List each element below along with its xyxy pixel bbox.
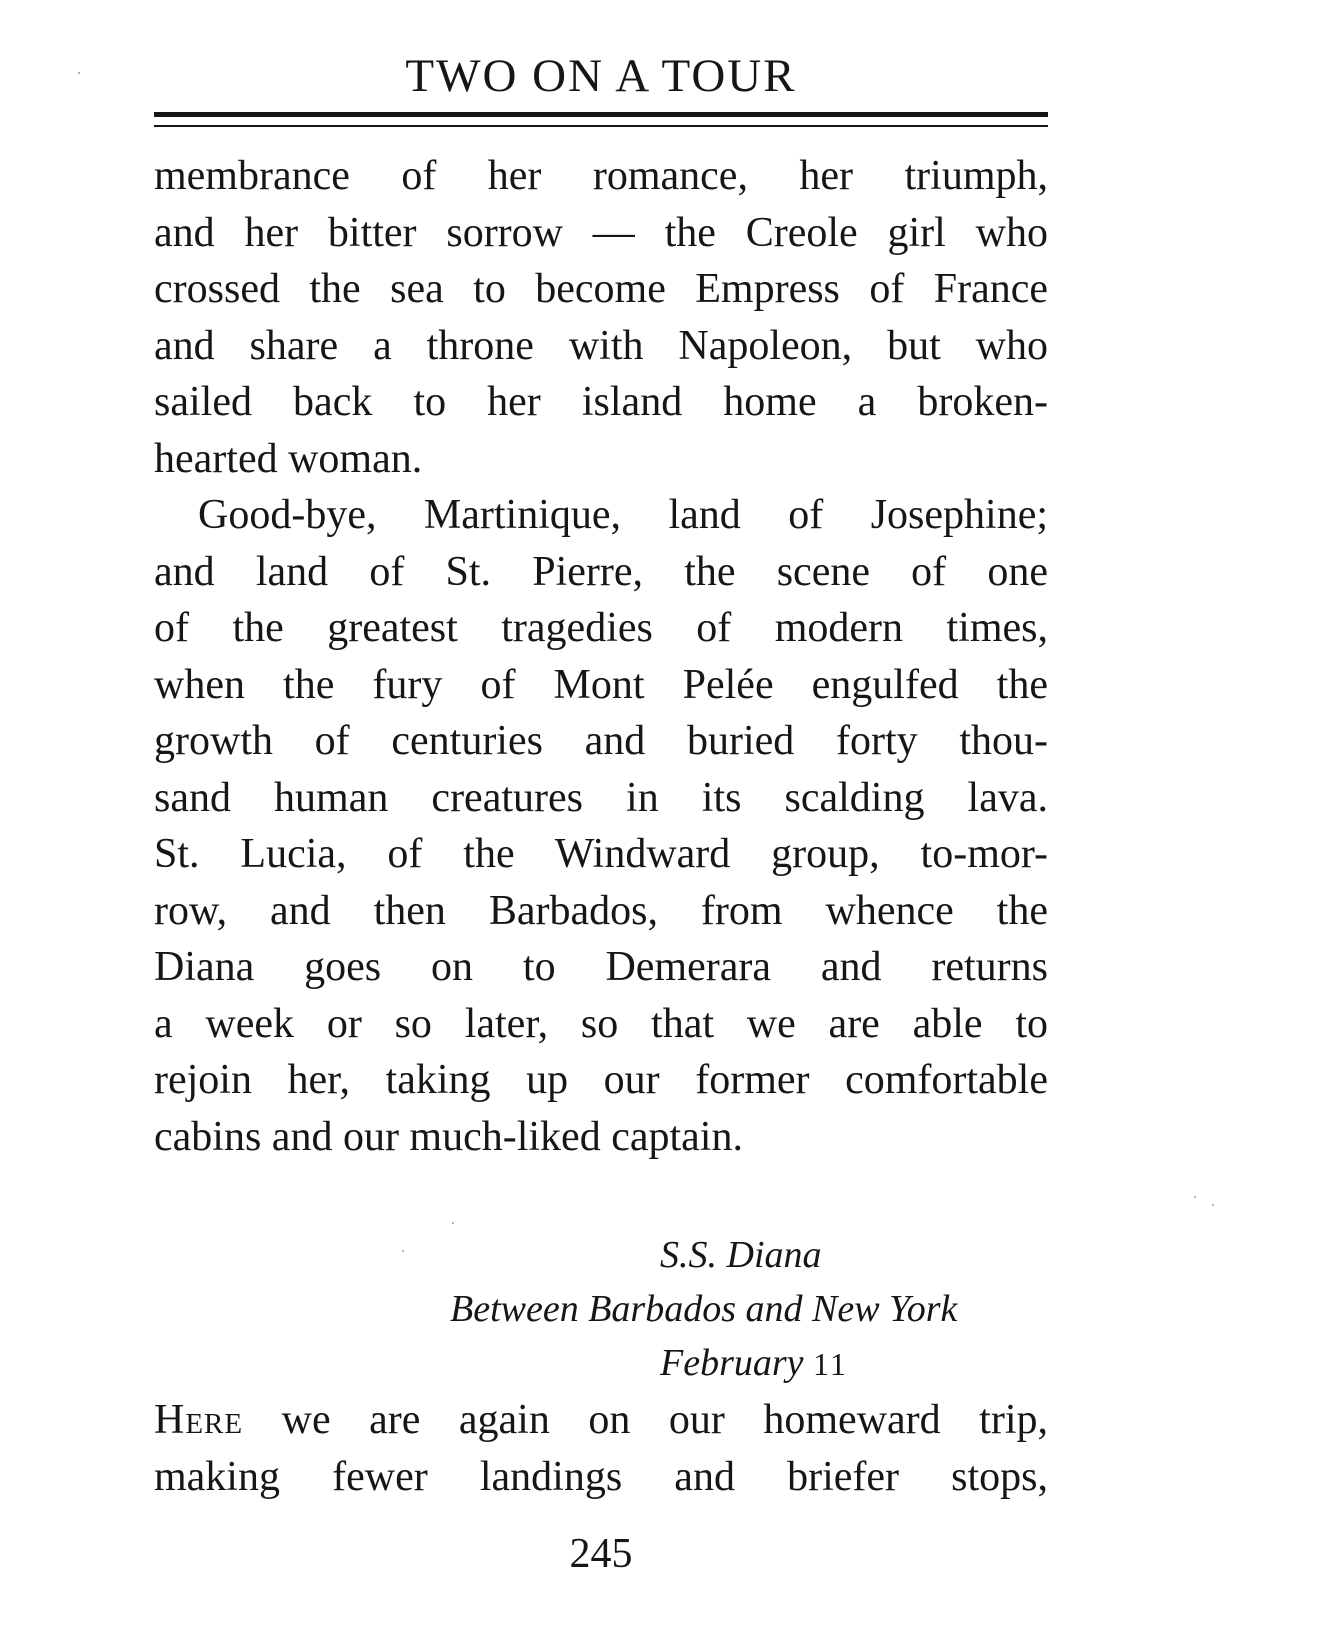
header-rule-thin xyxy=(154,125,1048,127)
scan-speck xyxy=(1194,1196,1196,1198)
text-line: rejoin her, taking up our former comfortable xyxy=(154,1057,1048,1103)
paragraph-1 xyxy=(154,148,1048,487)
text-line: making fewer landings and briefer stops, xyxy=(154,1453,1048,1500)
body-text xyxy=(154,148,1048,1165)
text-line: crossed the sea to become Empress of France xyxy=(154,266,1048,312)
text-line: sailed back to her island home a broken- xyxy=(154,379,1048,425)
text-line: growth of centuries and buried forty thou- xyxy=(154,718,1048,764)
text-line: Diana goes on to Demerara and returns xyxy=(154,944,1048,990)
running-head: TWO ON A TOUR xyxy=(405,50,797,102)
scan-speck xyxy=(402,1250,404,1252)
text-line: of the greatest tragedies of modern times, xyxy=(154,605,1048,651)
text-line: and her bitter sorrow — the Creole girl who xyxy=(154,209,1048,256)
text-line xyxy=(154,1392,1048,1449)
text-line: sand human creatures in its scalding lava. xyxy=(154,774,1048,821)
scan-speck xyxy=(78,72,80,74)
text-line: cabins and our much-liked captain. xyxy=(154,1113,743,1160)
header-rule-thick xyxy=(154,112,1048,117)
text-line: St. Lucia, of the Windward group, to-mor- xyxy=(154,831,1048,877)
dateline-date xyxy=(660,1336,848,1391)
text-line: when the fury of Mont Pelée engulfed the xyxy=(154,661,1048,708)
dateline-day: 11 xyxy=(813,1346,848,1382)
scan-speck xyxy=(452,1222,454,1224)
text-line: membrance of her romance, her triumph, xyxy=(154,153,1048,199)
lead-word: Here xyxy=(154,1397,244,1443)
text-line: and land of St. Pierre, the scene of one xyxy=(154,548,1048,595)
dateline-month: February xyxy=(660,1342,804,1384)
text-line: a week or so later, so that we are able to xyxy=(154,1000,1048,1047)
paragraph-2 xyxy=(154,487,1048,1165)
text-line: Good-bye, Martinique, land of Josephine; xyxy=(198,492,1048,538)
text-line: hearted woman. xyxy=(154,435,423,482)
dateline-route: Between Barbados and New York xyxy=(450,1288,958,1330)
dateline-ship: S.S. Diana xyxy=(660,1234,822,1276)
scan-speck xyxy=(1212,1204,1214,1206)
text-line: and share a throne with Napoleon, but who xyxy=(154,322,1048,369)
text-line: row, and then Barbados, from whence the xyxy=(154,887,1048,934)
lead-line-rest: we are again on our homeward trip, xyxy=(243,1397,1048,1443)
page-number: 245 xyxy=(569,1531,633,1577)
new-entry-text xyxy=(154,1392,1048,1505)
